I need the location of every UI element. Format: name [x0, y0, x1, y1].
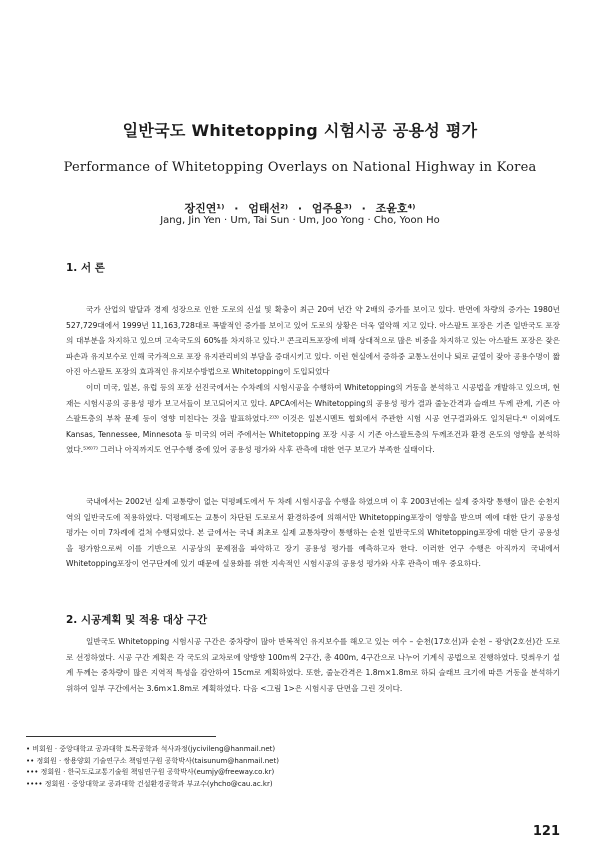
section-heading-introduction: 1. 서 론 — [66, 262, 105, 274]
authors-english: Jang, Jin Yen · Um, Tai Sun · Um, Joo Yong · Cho, Yoon Ho — [160, 215, 440, 226]
footnotes — [26, 744, 426, 790]
footnote-divider — [26, 736, 216, 737]
paper-title-english: Performance of Whitetopping Overlays on National Highway in Korea — [63, 160, 537, 175]
footnote-author-3: ••• 정회원 · 한국도로교통기술원 책임연구원 공학박사(eumjy@freeway.co.kr) — [26, 768, 275, 777]
paragraph-construction-plan: 일반국도 Whitetopping 시험시공 구간은 중차량이 많아 반복적인 유지보수를 해오고 있는 여수 – 순천(17호선)과 순천 – 광양(2호선)간 도로로 선정하였다. 시공 구간 계획은 각 국도의 교차로에 양방향 100m씩 2구간, 총 400m, 4구간으로 나누어 기계식 공법으로 진행하였다. 덧씌우기 설계 두께는 중차량이 많은 지역적 특성을 감안하여 15cm로 계획하였다. 또한, 줄눈간격은 1.8m×1.8m로 하되 슬래브 크기에 따른 거동을 분석하기 위하여 일부 구간에서는 3.6m×1.8m로 계획하였다. 다음 <그림 1>은 시험시공 단면을 그린 것이다. — [66, 637, 560, 693]
authors-korean: 장진연¹⁾ · 엄태선²⁾ · 엄주용³⁾ · 조윤호⁴⁾ — [184, 202, 416, 215]
footnote-author-1: • 비회원 · 중앙대학교 공과대학 토목공학과 석사과정(jycivileng@hanmail.net) — [26, 745, 276, 753]
footnote-author-4: •••• 정회원 · 중앙대학교 공과대학 건설환경공학과 부교수(yhcho@cau.ac.kr) — [26, 779, 273, 788]
paragraph-intro-2: 이미 미국, 일본, 유럽 등의 포장 선진국에서는 수차례의 시험시공을 수행하여 Whitetopping의 거동을 분석하고 시공법을 개발하고 있으며, 현재는 시험시공의 공용성 평가 보고서들이 보고되어지고 있다. APCA에서는 Whitetopping의 공용성 평가 결과 줄눈간격과 슬래브 두께 관계, 기존 아스팔트층의 부착 문제 등이 영향 미친다는 것을 발표하였다.²⁾³⁾ 이것은 일본시멘트 협회에서 주관한 시험 시공 연구결과와도 일치된다.⁴⁾ 이외에도 Kansas, Tennessee, Minnesota 등 미국의 여러 주에서는 Whitetopping 포장 시공 시 기존 아스팔트층의 두께조건과 환경 온도의 영향을 분석하였다.⁵⁾⁶⁾⁷⁾ 그러나 아직까지도 연구수행 중에 있어 공용성 평가와 사후 관측에 대한 연구 보고가 부족한 실태이다. — [66, 383, 560, 455]
paragraph-intro-1: 국가 산업의 발달과 경제 성장으로 인한 도로의 신설 및 확충이 최근 20여 년간 약 2배의 증가를 보이고 있다. 반면에 차량의 증가는 1980년 527,729대에서 1999년 11,163,728대로 폭발적인 증가를 보이고 있어 도로의 상황은 더욱 열악해 지고 있다. 아스팔트 포장은 기존 일반국도 포장의 대부분을 차지하고 있으며 고속국도의 60%를 차지하고 있다.¹⁾ 콘크리트포장에 비해 상대적으로 많은 비중을 차지하고 있는 아스팔트 포장은 잦은 파손과 유지보수로 인해 국가적으로 포장 유지관리비의 부담을 증대시키고 있다. 이런 현실에서 증하중 교통노선이나 퇴로 균열이 잦아 공용수명이 짧아진 아스팔트 포장의 효과적인 유지보수방법으로 Whitetopping이 도입되었다 — [66, 305, 560, 377]
page-number: 121 — [532, 824, 560, 839]
section-heading-construction-plan: 2. 시공계획 및 적용 대상 구간 — [66, 614, 208, 626]
paragraph-intro-3: 국내에서는 2002년 실제 교통량이 없는 덕평폐도에서 두 차례 시험시공을 수행을 하였으며 이 후 2003년에는 실제 중차량 통행이 많은 순천지역의 일반국도에 적용하였다. 덕평폐도는 교통이 차단된 도로로서 환경하중에 의해서만 Whitetopping포장이 영향을 받으며 예에 대한 단기 공용성 평가는 이미 7차례에 걸쳐 수행되었다. 본 글에서는 국내 최초로 실제 교통차량이 통행하는 순천 일반국도의 Whitetopping포장에 대한 단기 공용성을 평가함으로써 이를 기반으로 시공상의 문제점을 파악하고 장기 공용성 평가를 예측하고자 한다. 이러한 연구 수행은 아직까지 국내에서 Whitetopping포장이 연구단계에 있기 때문에 실용화를 위한 지속적인 시험시공의 공용성 평가와 사후 관측이 매우 중요하다. — [66, 497, 560, 569]
paper-title-korean: 일반국도 Whitetopping 시험시공 공용성 평가 — [122, 121, 478, 140]
footnote-author-2: •• 정회원 · 쌍용양회 기술연구소 책임연구원 공학박사(taisunum@hanmail.net) — [26, 756, 279, 765]
